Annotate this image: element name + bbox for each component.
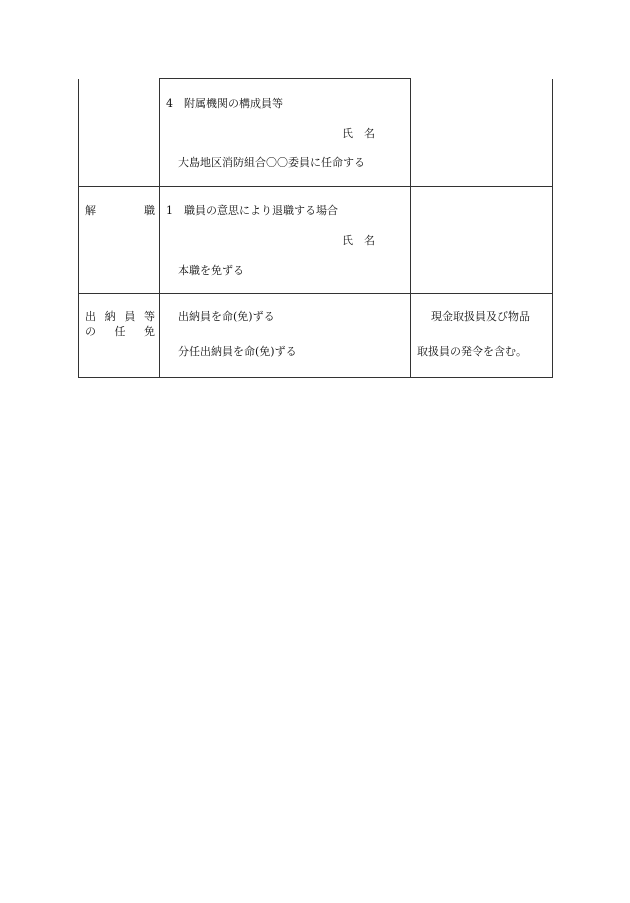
- content-cell: [160, 79, 411, 187]
- treasurer-phrase: 出納員を命(免)ずる: [178, 310, 275, 323]
- content-cell: [160, 294, 411, 378]
- note-cell-empty: [411, 187, 553, 294]
- item-heading: 4 附属機関の構成員等: [166, 97, 283, 110]
- note-cell-empty: [411, 79, 553, 187]
- appointment-table: [78, 78, 553, 378]
- category-cell-empty: [79, 79, 160, 187]
- note-line-1: 現金取扱員及び物品: [431, 310, 530, 323]
- table-row: [79, 187, 553, 294]
- sub-treasurer-phrase: 分任出納員を命(免)ずる: [178, 345, 297, 358]
- note-line-2: 取扱員の発令を含む。: [417, 345, 527, 358]
- item-heading: 1 職員の意思により退職する場合: [166, 204, 338, 217]
- category-label-line2: の 任 免: [85, 325, 155, 338]
- content-cell: [160, 187, 411, 294]
- category-cell: [79, 187, 160, 294]
- table-row: [79, 79, 553, 187]
- category-cell: [79, 294, 160, 378]
- category-label: 解 職: [85, 204, 155, 217]
- table-row: [79, 294, 553, 378]
- name-label: 氏 名: [342, 234, 375, 247]
- appointment-phrase: 大島地区消防組合〇〇委員に任命する: [178, 156, 365, 169]
- category-label-line1: 出 納 員 等: [85, 310, 155, 323]
- name-label: 氏 名: [342, 127, 375, 140]
- dismissal-phrase: 本職を免ずる: [178, 264, 244, 277]
- note-cell: [411, 294, 553, 378]
